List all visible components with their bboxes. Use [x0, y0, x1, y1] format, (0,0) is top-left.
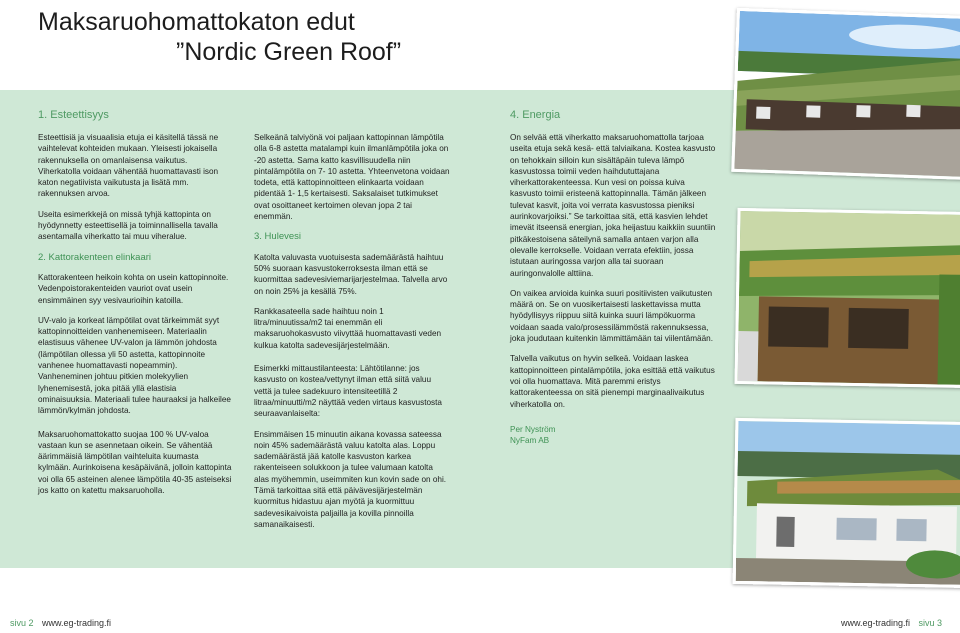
column-3: [510, 132, 718, 446]
website-link-left[interactable]: www.eg-trading.fi: [42, 618, 112, 628]
paragraph: Esimerkki mittaustilanteesta: Lähtötilanne: jos kasvusto on kostea/vettynyt ilman että siitä valuu vettä ja tulee sadekuuro intensiteetillä 2 litraa/minuutti/m2 näyttää veden virtaus kasvustosta seuraavanlaiselta:: [254, 364, 442, 419]
row-houses-image: [734, 11, 960, 177]
paragraph: Talvella vaikutus on hyvin selkeä. Voidaan laskea kattopinnoitteen pintalämpötila, joka esittää että vaikutus voi olla huomattava. Mitä paremmi eristys kattorakenteessa on sitä pienempi marginaalivaikutus viherkatolla on.: [510, 354, 715, 409]
green-roof-image: [738, 211, 960, 385]
paragraph: Kattorakenteen heikoin kohta on usein kattopinnoite. Vedenpoistorakenteiden vauriot ovat usein ensimmäinen syy vesivaurioihin katoilla.: [38, 272, 229, 305]
section-header-aesthetics: 1. Esteettisyys: [38, 109, 109, 121]
paragraph: On selvää että viherkatto maksaruohomattolla tarjoaa useita etuja sekä kesä- että talviaikana. Kostea kasvusto on tehokkain silloin kun sisältäpäin tuleva lämpö kasvustossa toimii veden haihdututtajana viherkattorakenteessa. Kun vesi on poissa kuiva kasvusto toimii eristeenä kattopinnalla. Tämän jälkeen tulevat kasvit, joita voi verrata kasvustossa pieniksi aurinkovarjoiksi.” Se tarkoittaa sitä, että kasvien lehdet imevät itseensä energian, joka heijastuu kaikkiin suuntiin pitkäkestoisena säteilynä samalla antaen varjon alla olevalle kerrokselle. Voidaan verrata efektiin, jossa istutaan auringossa varjon alla tai suoraan auringonvalolle alttiina.: [510, 133, 716, 278]
photo-green-roof-shelter: [734, 208, 960, 388]
paragraph: Selkeänä talviyönä voi paljaan kattopinnan lämpötila olla 6-8 astetta matalampi kuin ilmanlämpötila joka on -20 astetta. Sama katto kasvillisuudella niin pintalämpötila on 7- 10 astetta. Yhteenvetona voidaan todeta, että kattopinnoitteen elinkaarta voidaan pidentää 1- 1,5 kertaisesti. Saksalaiset tutkimukset ovat osoittaneet kertoimen olevan jopa 2 tai enemmän.: [254, 133, 450, 222]
photo-row-houses: [731, 8, 960, 180]
section-heading: 3. Hulevesi: [254, 231, 301, 243]
section-header-energy: 4. Energia: [510, 109, 561, 121]
paragraph: Maksaruohomattokatto suojaa 100 % UV-valoa vastaan kun se asennetaan oikein. Se vähentää äärimmäisiä lämpötilan vaihteluita kuumasta kylmään. Aurinkoisena kesäpäivänä, jolloin kattopinta voi olla 65 asteinen alenee lämpötila 40-35 asteiseksi jos katto on katettu maksaruoholla.: [38, 429, 232, 496]
paragraph: Esteettisiä ja visuaalisia etuja ei käsitellä tässä ne vaihtelevat kohteiden mukaan. Yleisesti jokaisella rakennuksella on omanlaisensa vaikutus. Viherkatolla voidaan vähentää huomattavasti ison katon negatiivista vaikutusta ja lisätä mm. rakennuksen arvoa.: [38, 133, 219, 199]
footer-left: [10, 618, 117, 628]
page-title-line2: ”Nordic Green Roof”: [176, 38, 402, 66]
paragraph: On vaikea arvioida kuinka suuri positiivisten vaikutusten määrä on. Se on vuosikertaisesti laskettavissa mutta hyödyllisyys riippuu siitä kuinka suuri lämpökuorma voidaan saada valo/prosessilämmöstä rakennuksessa, joka joudutaan kuitenkin lämmittämään tai viilentämään.: [510, 288, 713, 344]
paragraph: UV-valo ja korkeat lämpötilat ovat tärkeimmät syyt kattopinnoitteiden vanhenemiseen. Materiaalin elastisuus vähenee UV-valon ja lämmön johdosta (lämpötilan ollessa yli 50 astetta, kattopinnoite vanhenee huomattavasti nopeammin). Vanheneminen johtuu pitkien molekyylien lyhenemisestä, joka pitää yllä elastisia ominaisuuksia. Materiaali tulee hauraaksi ja halkeilee lämmön/kylmän johdosta.: [38, 315, 231, 416]
page-number-left: sivu 2: [10, 618, 34, 628]
photo-house-curved-roof: [733, 418, 960, 588]
author-name: Per Nyström: [510, 424, 556, 434]
page-number-right: sivu 3: [918, 618, 943, 628]
section-heading: 2. Kattorakenteen elinkaari: [38, 251, 152, 263]
column-2: [254, 132, 450, 539]
signature: [510, 424, 718, 447]
paragraph: Rankkasateella sade haihtuu noin 1 litra/minuutissa/m2 tai enemmän eli maksaruohokasvusto viivyttää huomattavasti veden kulkua katolta sadevesijärjestelmään.: [254, 306, 442, 350]
house-image: [736, 421, 960, 585]
column-1: [38, 132, 232, 505]
website-link-right[interactable]: www.eg-trading.fi: [841, 618, 911, 628]
paragraph: Ensimmäisen 15 minuutin aikana kovassa sateessa noin 45% sademäärästä valuu katolta alas. Loppu sademäärästä jää katolle kasvuston karkea rakenteiseen solukkoon ja tulee valumaan katolta alas myöhemmin, useimmiten kun kovin sade on ohi. Tämä tarkoittaa sitä että päivävesijärjestelmän kuormitus hidastuu ajan myötä ja kuormittuu sadevesikaivoista paljailla ja kovilla pinnoilla samanaikaisesti.: [254, 429, 447, 529]
page-title-line1: Maksaruohomattokaton edut: [38, 8, 355, 36]
footer-right: [835, 618, 942, 628]
paragraph: Katolta valuvasta vuotuisesta sademäärästä haihtuu 50% suoraan kasvustokerroksesta ilman että se kuormittaa sadevesiviemarijarjestelmaa. Talvella arvo on noin 25% ja kesällä 75%.: [254, 252, 448, 296]
author-company: NyFam AB: [510, 436, 550, 446]
paragraph: Useita esimerkkejä on missä tyhjä kattopinta on hyödynnetty esteettisellä ja toiminnallisella tavalla asentamalla viherkatto tai muu viheralue.: [38, 209, 218, 242]
